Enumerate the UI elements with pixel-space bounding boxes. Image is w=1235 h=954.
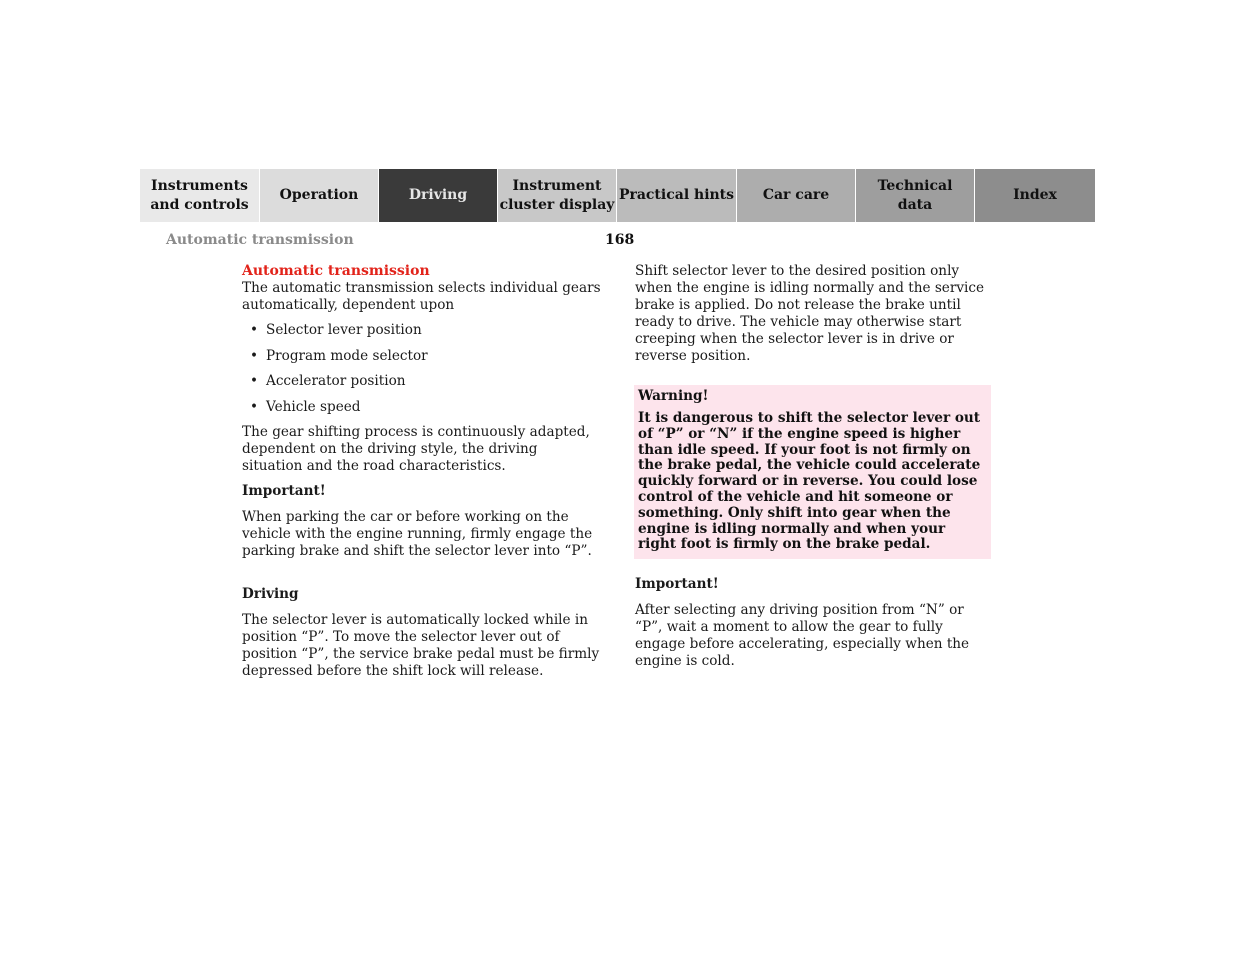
tab-instruments-and-controls[interactable]: Instruments and controls xyxy=(140,169,260,222)
chapter-tabs xyxy=(140,169,1095,222)
driving-paragraph: The selector lever is automatically locked while in position “P”. To move the selector lever out of position “P”, the service brake pedal must be firmly depressed before the shift lock will release. xyxy=(242,612,600,679)
list-item-text: Program mode selector xyxy=(266,347,428,364)
warning-box xyxy=(634,385,991,559)
list-item xyxy=(242,348,602,365)
driving-heading: Driving xyxy=(242,586,299,602)
after-selecting-paragraph: After selecting any driving position from “N” or “P”, wait a moment to allow the gear to fully engage before accelerating, especially when the engine is cold. xyxy=(635,602,970,670)
tab-operation[interactable]: Operation xyxy=(260,169,379,222)
intro-paragraph: The automatic transmission selects individual gears automatically, dependent upon xyxy=(242,280,601,313)
dependency-list xyxy=(242,322,602,416)
tab-car-care[interactable]: Car care xyxy=(737,169,856,222)
tab-practical-hints[interactable]: Practical hints xyxy=(617,169,737,222)
list-item xyxy=(242,373,602,390)
parking-paragraph: When parking the car or before working on the vehicle with the engine running, firmly engage the parking brake and shift the selector lever into “P”. xyxy=(242,509,593,559)
page-number: 168 xyxy=(605,232,635,248)
list-item-text: Vehicle speed xyxy=(266,398,361,415)
list-item-text: Accelerator position xyxy=(266,373,406,389)
running-header: Automatic transmission xyxy=(166,232,354,248)
bullet-icon: • xyxy=(250,322,259,338)
left-column xyxy=(242,263,602,680)
section-title: Automatic transmission xyxy=(242,263,430,279)
bullet-icon: • xyxy=(250,398,259,415)
tab-technical-data[interactable]: Technical data xyxy=(856,169,975,222)
list-item-text: Selector lever position xyxy=(266,322,422,338)
warning-title: Warning! xyxy=(638,388,709,404)
list-item xyxy=(242,399,602,416)
tab-index[interactable]: Index xyxy=(975,169,1095,222)
shift-paragraph: Shift selector lever to the desired position only when the engine is idling normally and the service brake is applied. Do not release the brake until ready to drive. The vehicle may otherwise start creeping when the selector lever is in drive or reverse position. xyxy=(635,263,985,364)
list-item xyxy=(242,322,602,339)
shifting-paragraph: The gear shifting process is continuously adapted, dependent on the driving style, the driving situation and the road characteristics. xyxy=(242,424,590,474)
warning-text: It is dangerous to shift the selector lever out of “P” or “N” if the engine speed is higher than idle speed. If your foot is not firmly on the brake pedal, the vehicle could accelerate quickly forward or in reverse. You could lose control of the vehicle and hit someone or something. Only shift into gear when the engine is idling normally and when your right foot is firmly on the brake pedal. xyxy=(638,410,981,553)
right-column xyxy=(635,263,995,670)
tab-instrument-cluster-display[interactable]: Instrument cluster display xyxy=(498,169,617,222)
important-heading-2: Important! xyxy=(635,576,719,593)
bullet-icon: • xyxy=(250,373,259,389)
important-heading: Important! xyxy=(242,483,326,499)
bullet-icon: • xyxy=(250,347,259,364)
tab-driving[interactable]: Driving xyxy=(379,169,498,222)
